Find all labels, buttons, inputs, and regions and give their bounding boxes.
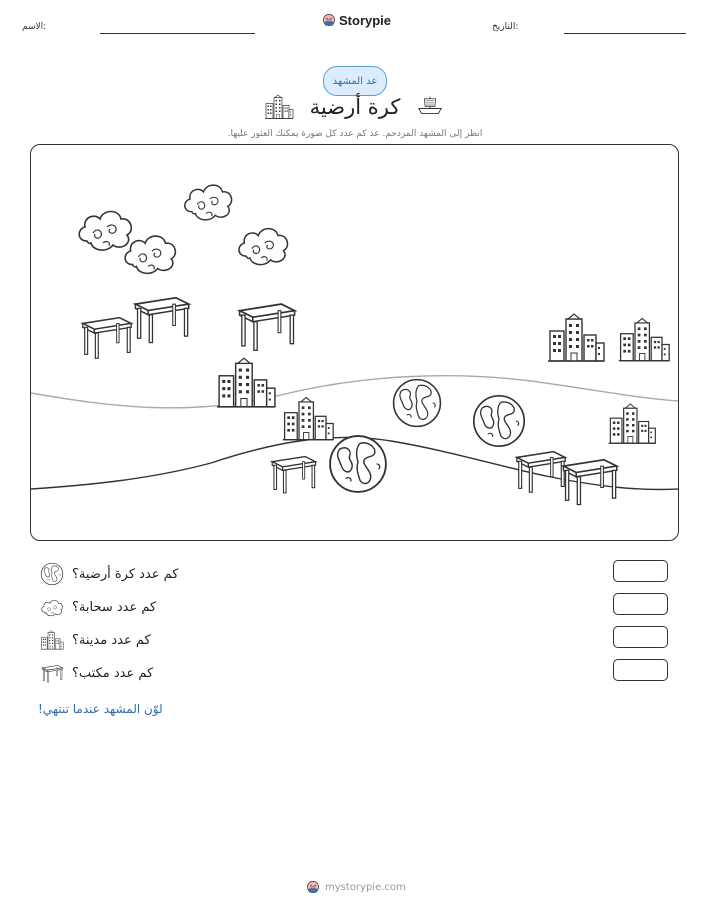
cloud-icon — [239, 229, 288, 265]
pig-logo-icon — [306, 879, 320, 895]
color-scene-note: لوّن المشهد عندما تنتهي! — [38, 702, 163, 716]
date-field-line[interactable] — [564, 33, 686, 34]
cloud-icon — [125, 236, 175, 273]
answer-box-globe[interactable] — [613, 560, 668, 582]
title-ship-icon — [416, 93, 444, 117]
desk-icon — [240, 304, 295, 350]
question-text: كم عدد كرة أرضية؟ — [72, 566, 179, 582]
city-icon — [40, 629, 64, 651]
desk-icon — [135, 298, 188, 343]
question-text: كم عدد مدينة؟ — [72, 632, 151, 648]
question-row-city — [40, 628, 151, 652]
brand-logo — [322, 12, 391, 28]
title-city-icon — [264, 94, 294, 120]
question-row-cloud — [40, 595, 156, 619]
date-label: التاريخ: — [492, 22, 519, 32]
scene-count-badge: عد المشهد — [323, 66, 387, 96]
answer-box-cloud[interactable] — [613, 593, 668, 615]
city-icon — [619, 318, 669, 360]
question-row-desk — [40, 661, 153, 685]
site-url: mystorypie.com — [325, 881, 406, 893]
desk-icon — [40, 662, 64, 684]
footer-site — [306, 879, 406, 895]
pig-logo-icon — [322, 12, 336, 28]
globe-icon — [40, 562, 64, 586]
question-text: كم عدد سحابة؟ — [72, 599, 157, 615]
desk-icon — [563, 460, 616, 505]
cloud-icon — [40, 596, 64, 618]
brand-name: Storypie — [339, 12, 392, 28]
answer-box-city[interactable] — [613, 626, 668, 648]
page-title: كرة أرضية — [309, 95, 401, 119]
city-icon — [548, 314, 604, 361]
cloud-icon — [185, 185, 232, 220]
globe-icon — [330, 436, 386, 492]
cloud-icon — [79, 212, 131, 251]
name-field-line[interactable] — [100, 33, 255, 34]
city-icon — [283, 397, 333, 439]
city-icon — [217, 358, 275, 407]
answer-box-desk[interactable] — [613, 659, 668, 681]
desk-icon — [272, 457, 315, 493]
question-row-globe — [40, 562, 179, 586]
city-icon — [609, 404, 656, 443]
globe-icon — [474, 396, 524, 446]
desk-icon — [83, 318, 131, 359]
globe-icon — [394, 380, 441, 427]
hill-line-back — [31, 376, 679, 408]
desk-icon — [517, 452, 565, 493]
question-text: كم عدد مكتب؟ — [72, 665, 154, 681]
instructions: انظر إلى المشهد المزدحم. عد كم عدد كل صورة يمكنك العثور عليها. — [227, 129, 483, 139]
name-label: الاسم: — [22, 22, 47, 32]
scene-artwork — [31, 145, 679, 541]
counting-scene — [30, 144, 679, 541]
